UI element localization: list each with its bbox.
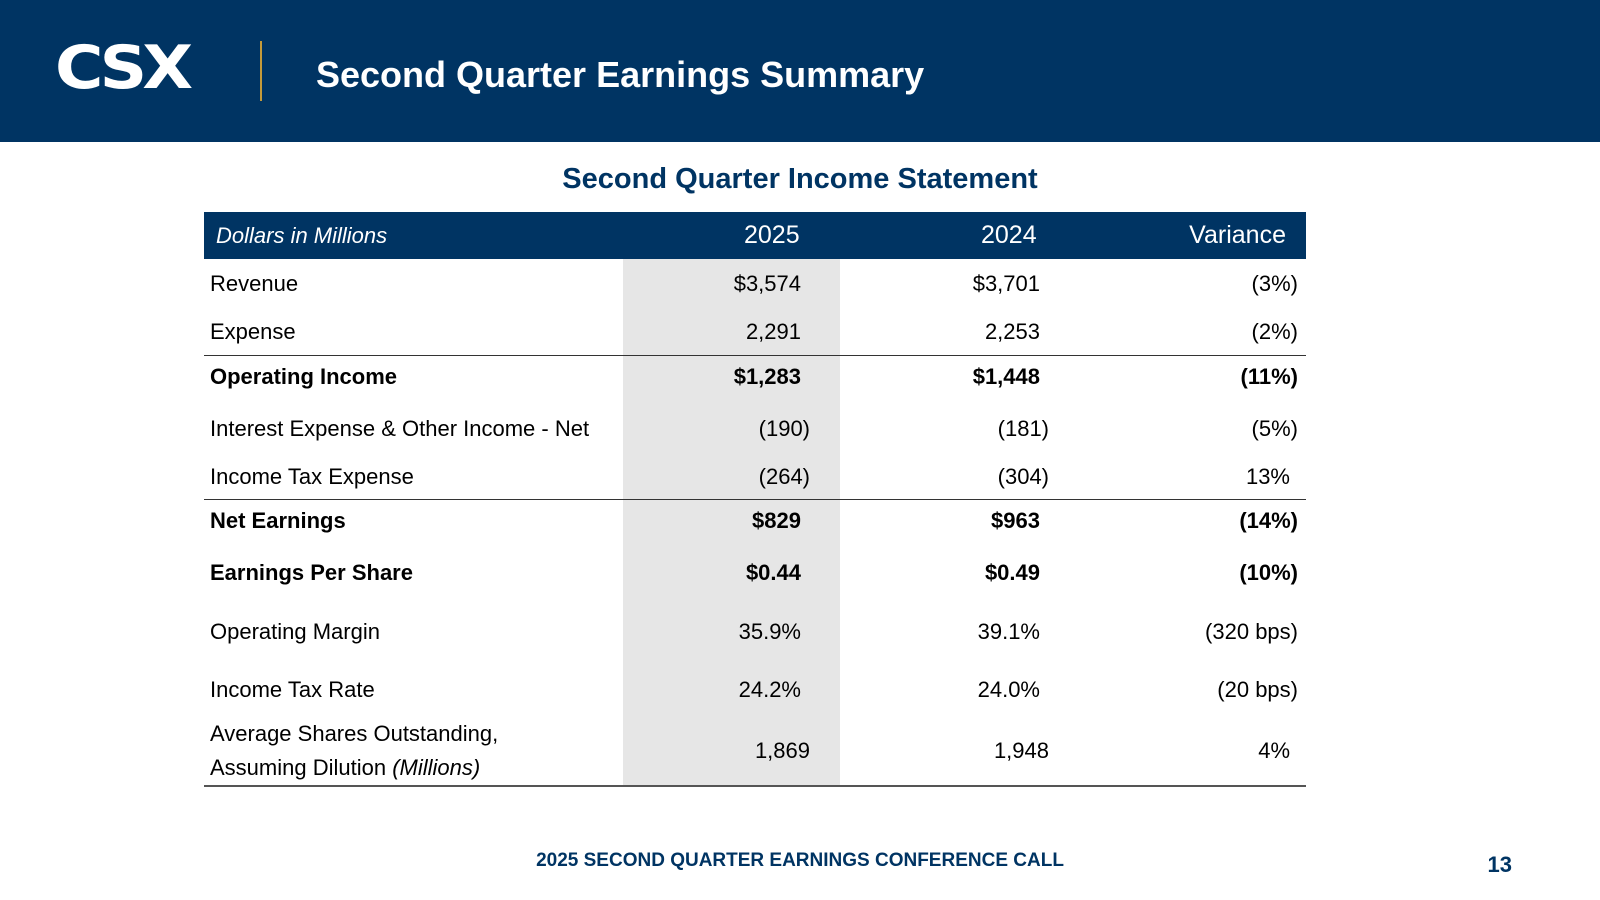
value-2025: (190) [758,416,810,441]
value-2024: (181) [997,416,1049,441]
row-label: Income Tax Rate [210,677,375,702]
row-label-line2: Assuming Dilution (Millions) [210,755,481,780]
header-band [0,0,1600,142]
value-2024: 1,948 [993,738,1049,763]
row-label-line1: Average Shares Outstanding, [210,721,499,746]
value-variance: (3%) [1251,271,1298,296]
row-label: Earnings Per Share [210,560,413,585]
value-2025: 35.9% [738,619,801,644]
value-variance: (11%) [1240,364,1298,389]
row-label: Expense [210,319,296,344]
column-header-variance: Variance [1189,221,1286,249]
column-header-label: Dollars in Millions [216,223,388,248]
value-2024: 39.1% [977,619,1040,644]
row-label: Operating Margin [210,619,380,644]
value-variance: 13% [1245,464,1290,489]
row-label: Operating Income [210,364,398,389]
csx-logo: CSX [55,33,189,103]
table-header [204,212,1306,259]
value-2025: 2,291 [745,319,801,344]
value-variance: (5%) [1251,416,1298,441]
value-2025: $3,574 [733,271,801,296]
value-variance: 4% [1258,738,1290,763]
value-2025: $0.44 [745,560,801,585]
value-2025: 24.2% [738,677,801,702]
value-2025: (264) [758,464,810,489]
value-2024: $1,448 [972,364,1040,389]
row-label: Interest Expense & Other Income - Net [210,416,590,441]
value-2025: $1,283 [733,364,801,389]
column-header-2024: 2024 [981,221,1037,249]
value-variance: (320 bps) [1205,619,1298,644]
value-2024: $0.49 [984,560,1040,585]
column-header-2025: 2025 [744,221,800,249]
value-2024: 24.0% [977,677,1040,702]
table-title: Second Quarter Income Statement [562,163,1038,195]
value-variance: (14%) [1239,508,1298,533]
table-bottom-rule [204,785,1306,787]
value-2025: $829 [752,508,801,533]
page-number: 13 [1487,852,1512,877]
header-divider [260,41,262,101]
value-2024: 2,253 [984,319,1040,344]
row-label: Income Tax Expense [210,464,414,489]
value-variance: (2%) [1251,319,1298,344]
row-label: Revenue [210,271,299,296]
row-divider [204,499,1306,500]
value-variance: (20 bps) [1217,677,1298,702]
footer-text: 2025 SECOND QUARTER EARNINGS CONFERENCE CALL [536,850,1064,871]
value-2024: $963 [991,508,1040,533]
highlight-column-2025 [623,259,840,785]
value-2025: 1,869 [754,738,810,763]
page-title: Second Quarter Earnings Summary [316,54,925,95]
value-2024: (304) [997,464,1049,489]
row-divider [204,355,1306,356]
value-2024: $3,701 [972,271,1040,296]
value-variance: (10%) [1239,560,1298,585]
row-label: Net Earnings [210,508,346,533]
